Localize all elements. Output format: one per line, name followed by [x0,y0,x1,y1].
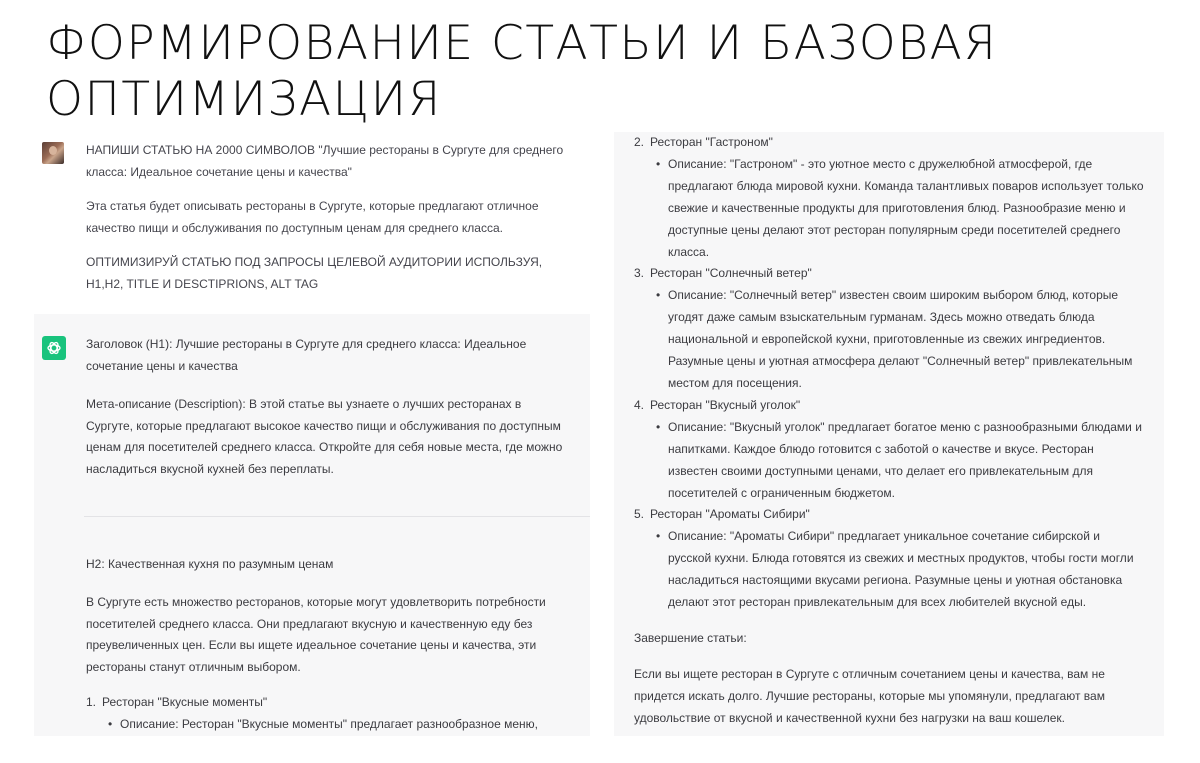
bullet: • [656,288,661,303]
prompt-text-3: ОПТИМИЗИРУЙ СТАТЬЮ ПОД ЗАПРОСЫ ЦЕЛЕВОЙ АУДИТОРИИ ИСПОЛЬЗУЯ, H1,H2, TITLE И DESCTIPRIONS, ALT TAG [86,255,543,291]
restaurant-description: Описание: "Гастроном" - это уютное место с дружелюбной атмосферой, где предлагают блюда мировой кухни. Команда талантливых поваров использует только свежие и качественные продукты для приготовления блюд. Разнообразие меню и доступные цены делают этот ресторан популярным среди посетителей среднего класса. [668,156,1144,259]
response-continuation [634,132,1146,730]
restaurant-list-item [634,132,1146,263]
bullet: • [656,156,661,171]
list-number: 3. [634,266,645,281]
bullet: • [656,529,661,544]
bullet: • [108,716,113,731]
restaurant-title: Ресторан "Солнечный ветер" [650,266,812,281]
restaurant-title: Ресторан "Вкусные моменты" [102,695,268,709]
prompt-text-1: НАПИШИ СТАТЬЮ НА 2000 СИМВОЛОВ "Лучшие рестораны в Сургуте для среднего класса: Идеальное сочетание цены и качества" [86,143,564,179]
restaurant-description: Описание: "Вкусный уголок" предлагает богатое меню с разнообразными блюдами и напитками. Каждое блюдо готовится с заботой о качестве и вкусе. Ресторан известен своими доступными ценами, что делает его привлекательным для посетителей с ограниченным бюджетом. [668,419,1142,500]
chat-screenshot-left [34,132,590,736]
restaurant-description: Описание: "Ароматы Сибири" предлагает уникальное сочетание сибирской и русской кухни. Блюда готовятся из свежих и местных продуктов, чтобы гости могли насладиться настоящими вкусами региона. Разумные цены и уютная обстановка делают этот ресторан привлекательным для всех любителей вкусной еды. [668,529,1134,610]
restaurant-list-item [86,692,566,735]
response-meta-description: Мета-описание (Description): В этой статье вы узнаете о лучших ресторанах в Сургуте, которые предлагают высокое качество пищи и обслуживания по доступным ценам для посетителей среднего класса. Откройте для себя новые места, где можно насладиться вкусной кухней без переплаты. [86,397,563,476]
restaurant-description: Описание: "Солнечный ветер" известен своим широким выбором блюд, которые угодят даже самым взыскательным гурманам. Здесь можно отведать блюда национальной и европейской кухни, приготовленные из свежих ингредиентов. Разумные цены и уютная атмосфера делают "Солнечный ветер" привлекательным местом для посещения. [668,288,1133,390]
restaurant-list-item [634,504,1146,614]
user-avatar [42,142,64,164]
restaurant-title: Ресторан "Вкусный уголок" [650,397,801,412]
list-number: 5. [634,507,645,522]
divider [84,516,590,517]
prompt-text-2: Эта статья будет описывать рестораны в Сургуте, которые предлагают отличное качество пищи и обслуживания по доступным ценам для среднего класса. [86,199,539,235]
chat-screenshot-right [614,132,1164,736]
restaurant-list-item [634,395,1146,505]
list-number: 1. [86,695,97,709]
response-intro: В Сургуте есть множество ресторанов, которые могут удовлетворить потребности посетителей среднего класса. Они предлагают вкусную и качественную еду без преувеличенных цен. Если вы ищете идеальное сочетание цены и качества, эти рестораны станут отличным выбором. [86,595,546,674]
restaurant-title: Ресторан "Ароматы Сибири" [650,507,810,522]
response-h2: H2: Качественная кухня по разумным ценам [86,557,334,571]
restaurant-list-item [634,263,1146,394]
conclusion-heading: Завершение статьи: [634,630,747,645]
list-number: 4. [634,397,645,412]
conclusion-text: Если вы ищете ресторан в Сургуте с отличным сочетанием цены и качества, вам не придется искать долго. Лучшие рестораны, которые мы упомянули, предлагают вам удовольствие от вкусной и качественной кухни без нагрузки на ваш кошелек. [634,666,1105,725]
slide-title: ФОРМИРОВАНИЕ СТАТЬИ И БАЗОВАЯ ОПТИМИЗАЦИЯ [46,16,998,127]
restaurant-description: Описание: Ресторан "Вкусные моменты" предлагает разнообразное меню, [120,716,538,731]
response-h1: Заголовок (H1): Лучшие рестораны в Сургуте для среднего класса: Идеальное сочетание цены и качества [86,337,527,373]
restaurant-title: Ресторан "Гастроном" [650,135,773,149]
user-message [34,132,590,314]
bullet: • [656,419,661,434]
list-number: 2. [634,135,645,149]
chatgpt-logo-icon [42,336,66,360]
